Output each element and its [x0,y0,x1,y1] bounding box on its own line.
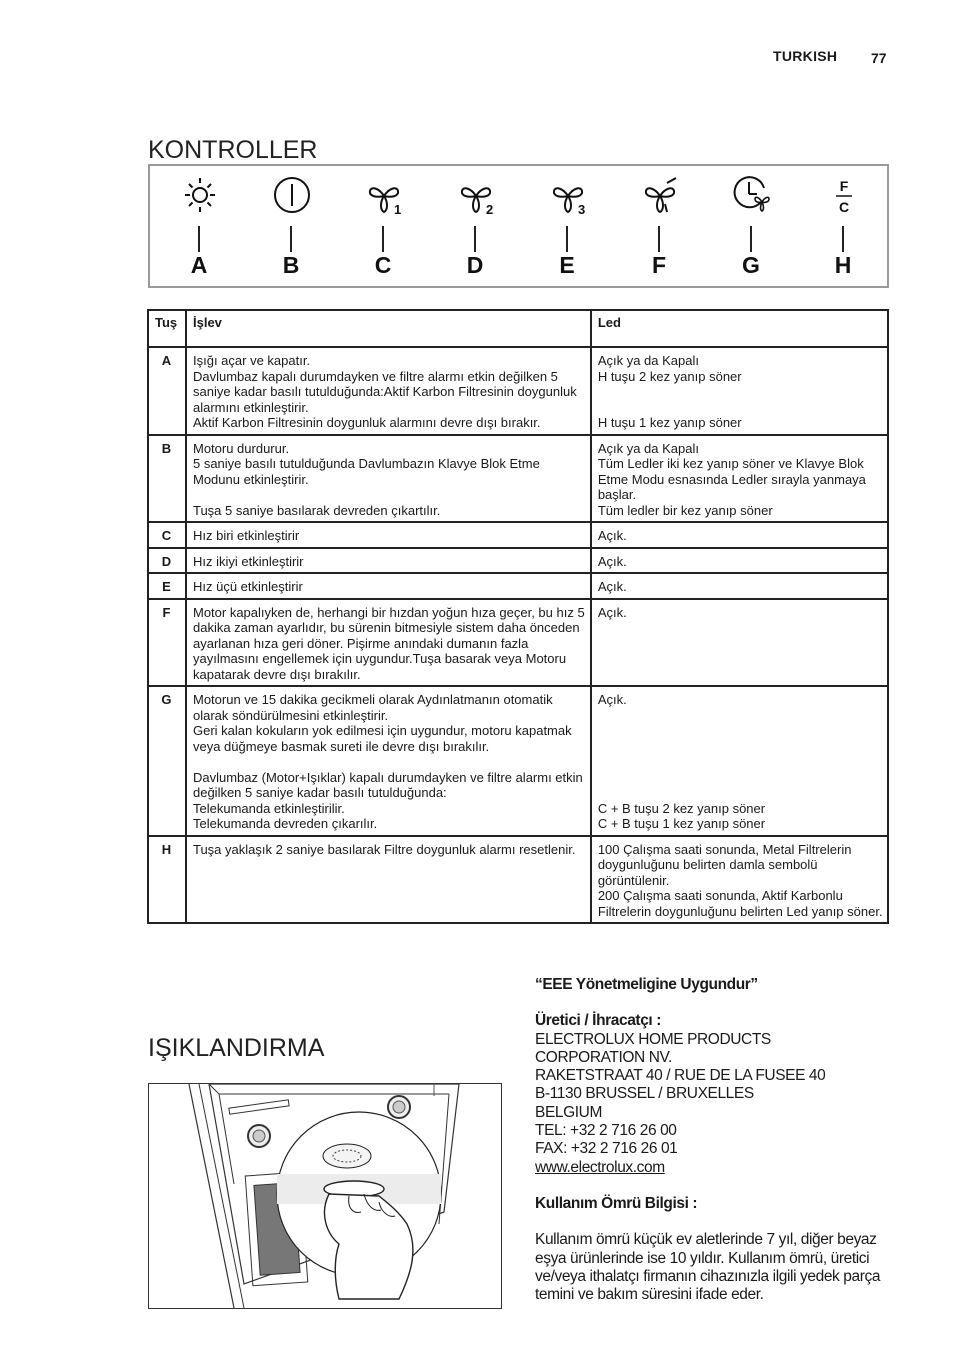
row-key: D [148,548,186,574]
row-function [186,548,591,574]
control-button-f [624,166,694,286]
led-line: Açık. [597,604,627,620]
row-key: E [148,573,186,599]
function-line: Motoru durdurur. [192,440,290,456]
control-letter-d: D [466,252,484,278]
lighting-heading: IŞIKLANDIRMA [148,1034,325,1062]
table-row [148,573,888,599]
function-line: Geri kalan kokuların yok edilmesi için uygundur, motoru kapatmak veya düğmeye basmak sureti ile devre dışı bırakılır. [192,723,572,754]
address-line: CORPORATION NV. [535,1048,672,1066]
row-function [186,599,591,687]
timer-fan-icon [731,174,773,220]
header-function: İşlev [186,310,591,347]
control-letter-g: G [742,252,760,278]
control-letter-b: B [282,252,300,278]
led-line: Açık. [597,528,627,543]
lifetime-text: Kullanım ömrü küçük ev aletlerinde 7 yıl, diğer beyaz eşya ürünlerinde ise 10 yıldır. Kullanım ömrü, üretici ve/veya ithalatçı firmanın cihazınızla ilgili yedek parça temini ve bakım süresini ifade eder. [535,1231,881,1304]
led-line: 100 Çalışma saati sonunda, Metal Filtrelerin doygunluğunu belirten damla sembolü görüntülenir. [597,841,852,888]
manufacturer-info [535,976,895,1304]
table-row [148,435,888,523]
led-line: Açık. [597,553,627,569]
function-line: Aktif Karbon Filtresinin doygunluk alarmını devre dışı bırakır. [192,415,541,430]
function-line: Işığı açar ve kapatır. [192,353,311,368]
eee-compliance-title: “EEE Yönetmeligine Uygundur” [535,976,758,993]
function-line: Hız üçü etkinleştirir [192,579,303,594]
fan-speed-3-icon [547,174,589,220]
led-line: Tüm Ledler iki kez yanıp söner ve Klavye Blok Etme Modu esnasında Ledler sırayla yanmaya başlar. [597,456,866,502]
led-line: Açık ya da Kapalı [597,440,699,456]
led-line: Açık. [597,692,627,707]
table-row [148,522,888,548]
led-line: C + B tuşu 1 kez yanıp söner [597,816,766,831]
header-led: Led [591,310,888,347]
control-button-g [716,166,786,286]
control-letter-e: E [559,252,575,278]
control-button-c [348,166,418,286]
row-key: F [148,599,186,687]
table-row [148,599,888,687]
svg-text:1: 1 [394,202,402,217]
row-key: A [148,347,186,435]
function-line: Tuşa 5 saniye basılarak devreden çıkartılır. [192,502,441,518]
function-line: Davlumbaz (Motor+Işıklar) kapalı durumdayken ve filtre alarmı etkin değilken 5 saniye kadar basılı tutulduğunda: [192,769,583,800]
lighting-illustration [148,1083,502,1309]
function-line: Motorun ve 15 dakika gecikmeli olarak Aydınlatmanın otomatik olarak söndürülmesini etkinleştirir. [192,692,553,723]
row-led [591,435,888,523]
row-function [186,686,591,836]
control-button-e [532,166,602,286]
control-button-h [808,166,878,286]
row-key: H [148,836,186,924]
led-line: Açık. [597,579,627,594]
row-led [591,347,888,435]
row-function [186,435,591,523]
control-button-a [164,166,234,286]
function-line: Davlumbaz kapalı durumdayken ve filtre alarmı etkin değilken 5 saniye kadar basılı tutulduğunda:Aktif Karbon Filtresinin doygunluk alarmını etkinleştirir. [192,368,577,415]
function-line: Telekumanda etkinleştirilir. [192,800,345,816]
controls-heading: KONTROLLER [148,136,318,164]
row-led [591,522,888,548]
row-function [186,522,591,548]
fan-speed-1-icon [363,174,405,220]
table-row [148,836,888,924]
row-led [591,686,888,836]
row-key: B [148,435,186,523]
row-key: C [148,522,186,548]
led-line: H tuşu 1 kez yanıp söner [597,415,742,430]
control-letter-f: F [651,252,667,278]
row-led [591,573,888,599]
control-letter-c: C [374,252,392,278]
row-function [186,836,591,924]
control-button-b [256,166,326,286]
row-led [591,836,888,924]
control-letter-h: H [834,252,852,278]
control-panel [148,164,889,288]
row-led [591,599,888,687]
row-function [186,347,591,435]
header-key: Tuş [148,310,186,347]
address-line: B-1130 BRUSSEL / BRUXELLES [535,1085,754,1103]
table-row [148,686,888,836]
fax-line: FAX: +32 2 716 26 01 [535,1140,678,1158]
phone-line: TEL: +32 2 716 26 00 [535,1122,677,1140]
light-bulb-icon [179,174,221,220]
svg-text:2: 2 [486,202,494,217]
row-function [186,573,591,599]
function-table [147,309,889,924]
led-line: 200 Çalışma saati sonunda, Aktif Karbonlu Filtrelerin doygunluğunu belirten Led yanıp söner. [597,888,883,919]
filter-fc-icon [823,174,865,220]
row-key: G [148,686,186,836]
manufacturer-title: Üretici / İhracatçı : [535,1012,661,1030]
led-line: Açık ya da Kapalı [597,353,699,368]
table-row [148,548,888,574]
control-letter-a: A [190,252,208,278]
lifetime-title: Kullanım Ömrü Bilgisi : [535,1194,698,1212]
led-line: H tuşu 2 kez yanıp söner [597,368,742,384]
fan-intensive-icon [639,174,681,220]
control-button-d [440,166,510,286]
function-line: Tuşa yaklaşık 2 saniye basılarak Filtre doygunluk alarmı resetlenir. [192,841,576,857]
function-line: Hız biri etkinleştirir [192,528,300,543]
svg-text:F: F [839,178,849,194]
address-line: BELGIUM [535,1103,602,1121]
led-line: Tüm ledler bir kez yanıp söner [597,502,773,518]
page-number: 77 [871,50,887,66]
function-line: Hız ikiyi etkinleştirir [192,553,304,569]
function-line: 5 saniye basılı tutulduğunda Davlumbazın Klavye Blok Etme Modunu etkinleştirir. [192,456,540,487]
function-line: Motor kapalıyken de, herhangi bir hızdan yoğun hıza geçer, bu hız 5 dakika zaman ayarlıdır, bu sürenin bitmesiyle sistem daha önceden ayarlanan hıza geri döner. Pişirme anındaki dumanın fazla yayılmasını engellemek için uygundur.Tuşa basarak veya Motoru kapatarak devre dışı bırakılır. [192,604,585,682]
address-line: RAKETSTRAAT 40 / RUE DE LA FUSEE 40 [535,1067,826,1085]
led-line: C + B tuşu 2 kez yanıp söner [597,800,766,816]
website-link[interactable]: www.electrolux.com [535,1158,665,1176]
table-header-row [148,310,888,347]
function-line: Telekumanda devreden çıkarılır. [192,816,378,831]
table-row [148,347,888,435]
language-label: TURKISH [773,48,838,64]
svg-text:3: 3 [578,202,586,217]
power-icon [271,174,313,220]
row-led [591,548,888,574]
svg-text:C: C [838,199,850,215]
address-line: ELECTROLUX HOME PRODUCTS [535,1030,771,1048]
fan-speed-2-icon [455,174,497,220]
